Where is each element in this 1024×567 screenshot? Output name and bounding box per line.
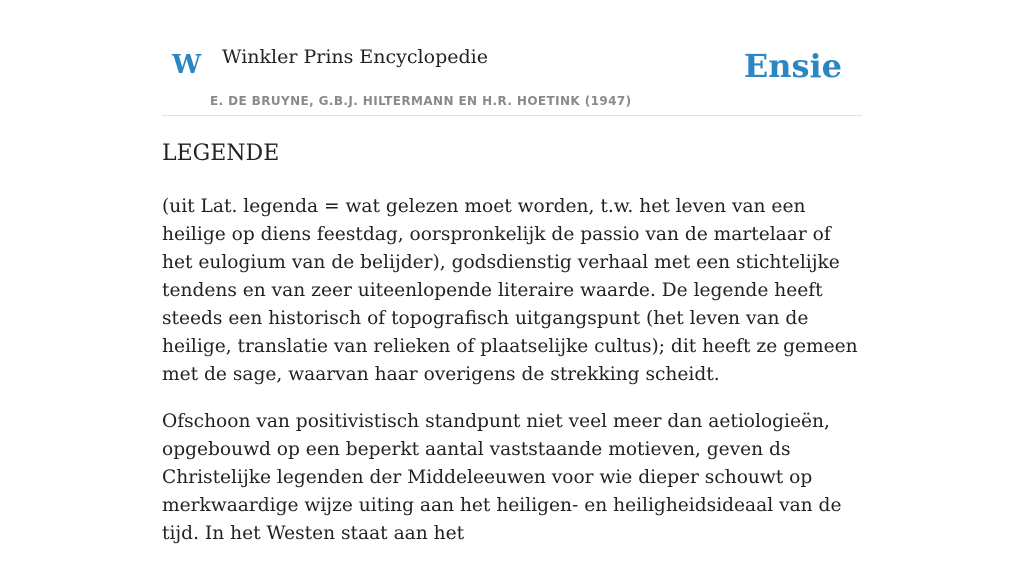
winkler-prins-logo[interactable]: W: [172, 50, 202, 80]
publication-authors: E. DE BRUYNE, G.B.J. HILTERMANN EN H.R. HOETINK (1947): [210, 94, 632, 108]
article-paragraph: (uit Lat. legenda = wat gelezen moet worden, t.w. het leven van een heilige op diens feestdag, oorspronkelijk de passio van de martelaar of het eulogium van de belijder), godsdienstig verhaal met een stichtelijke tendens en van zeer uiteenlopende literaire waarde. De legende heeft steeds een historisch of topografisch uitgangspunt (het leven van de heilige, translatie van relieken of plaatselijke cultus); dit heeft ze gemeen met de sage, waarvan haar overigens de strekking scheidt.: [162, 195, 858, 385]
article: [162, 140, 864, 567]
publication-title[interactable]: Winkler Prins Encyclopedie: [222, 46, 488, 68]
article-paragraph: Ofschoon van positivistisch standpunt niet veel meer dan aetiologieën, opgebouwd op een beperkt aantal vaststaande motieven, geven ds Christelijke legenden der Middeleeuwen voor wie dieper schouwt op merkwaardige wijze uiting aan het heiligen- en heiligheidsideaal van de tijd. In het Westen staat aan het: [162, 410, 842, 544]
ensie-logo[interactable]: Ensie: [743, 47, 842, 85]
site-header: [162, 0, 862, 116]
article-title: LEGENDE: [162, 141, 280, 166]
